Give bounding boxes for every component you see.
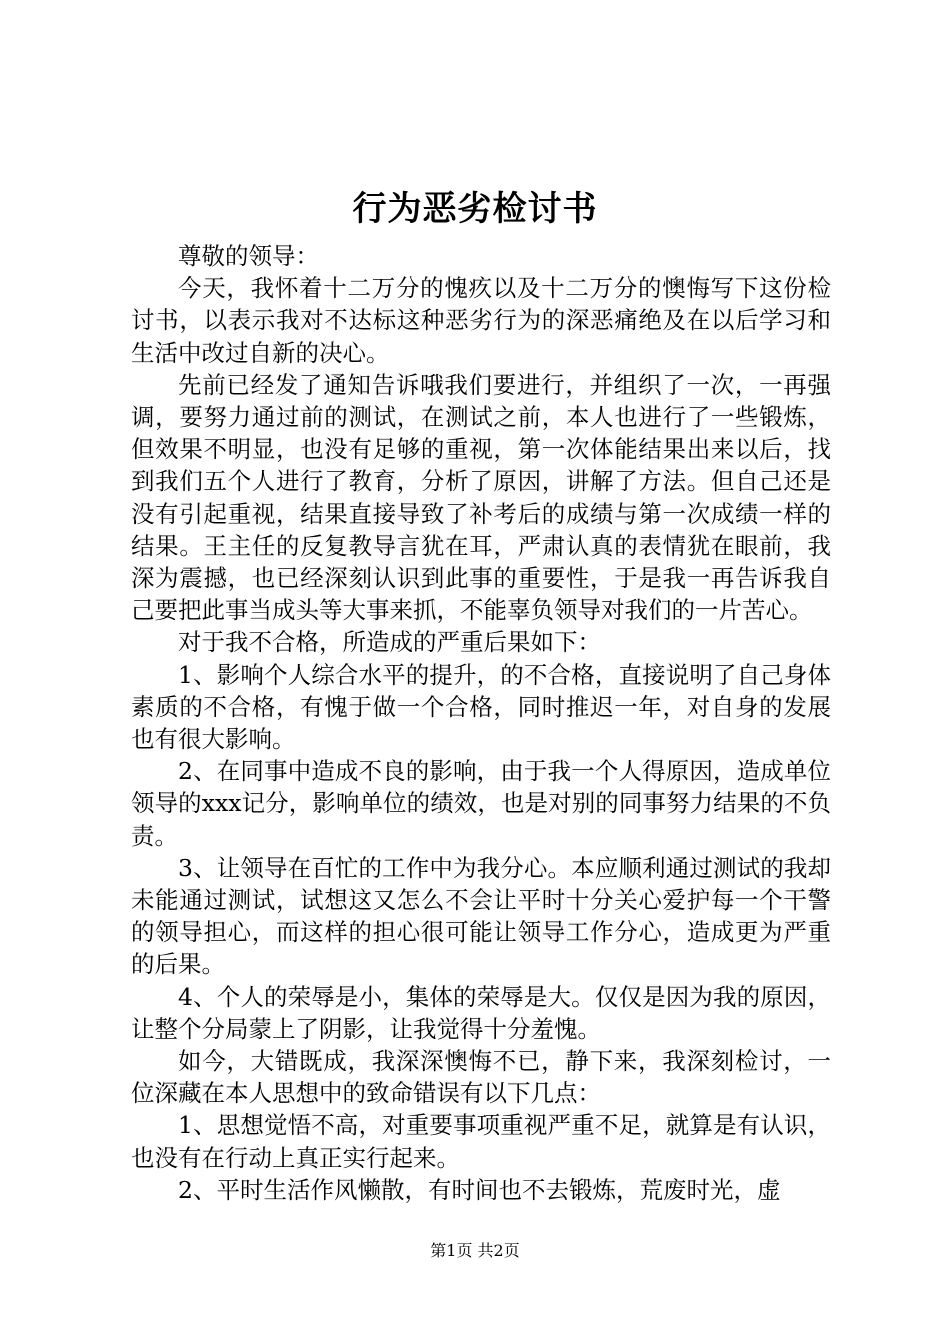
paragraph-consequence-1: 1、影响个人综合水平的提升，的不合格，直接说明了自己身体素质的不合格，有愧于做一个合格，同时推迟一年，对自身的发展也有很大影响。 bbox=[131, 660, 831, 754]
paragraph-consequence-2: 2、在同事中造成不良的影响，由于我一个人得原因，造成单位领导的xxx记分，影响单位的绩效，也是对别的同事努力结果的不负责。 bbox=[131, 757, 831, 850]
paragraph-intro: 今天，我怀着十二万分的愧疚以及十二万分的懊悔写下这份检讨书，以表示我对不达标这种恶劣行为的深恶痛绝及在以后学习和生活中改过自新的决心。 bbox=[131, 274, 831, 367]
paragraph-consequences-heading: 对于我不合格，所造成的严重后果如下： bbox=[178, 628, 601, 657]
paragraph-background: 先前已经发了通知告诉哦我们要进行，并组织了一次，一再强调，要努力通过前的测试，在测试之前，本人也进行了一些锻炼，但效果不明显，也没有足够的重视，第一次体能结果出来以后，找到我们五个人进行了教育，分析了原因，讲解了方法。但自己还是没有引起重视，结果直接导致了补考后的成绩与第一次成绩一样的结果。王主任的反复教导言犹在耳，严肃认真的表情犹在眼前，我深为震撼，也已经深刻认识到此事的重要性，于是我一再告诉我自己要把此事当成头等大事来抓，不能辜负领导对我们的一片苦心。 bbox=[131, 370, 831, 625]
paragraph-reflection: 如今，大错既成，我深深懊悔不已，静下来，我深刻检讨，一位深藏在本人思想中的致命错误有以下几点： bbox=[131, 1047, 831, 1108]
salutation: 尊敬的领导： bbox=[178, 242, 319, 270]
page-number: 第1页 共2页 bbox=[430, 1241, 520, 1260]
page-title: 行为恶劣检讨书 bbox=[352, 189, 598, 229]
paragraph-error-2: 2、平时生活作风懒散，有时间也不去锻炼，荒废时光，虚 bbox=[178, 1175, 781, 1204]
paragraph-consequence-4: 4、个人的荣辱是小，集体的荣辱是大。仅仅是因为我的原因，让整个分局蒙上了阴影，让我觉得十分羞愧。 bbox=[131, 982, 831, 1043]
paragraph-error-1: 1、思想觉悟不高，对重要事项重视严重不足，就算是有认识，也没有在行动上真正实行起来。 bbox=[131, 1111, 831, 1172]
document-body bbox=[131, 240, 831, 1206]
paragraph-consequence-3: 3、让领导在百忙的工作中为我分心。本应顺利通过测试的我却未能通过测试，试想这又怎么不会让平时十分关心爱护每一个干警的领导担心，而这样的担心很可能让领导工作分心，造成更为严重的后果。 bbox=[131, 853, 831, 979]
